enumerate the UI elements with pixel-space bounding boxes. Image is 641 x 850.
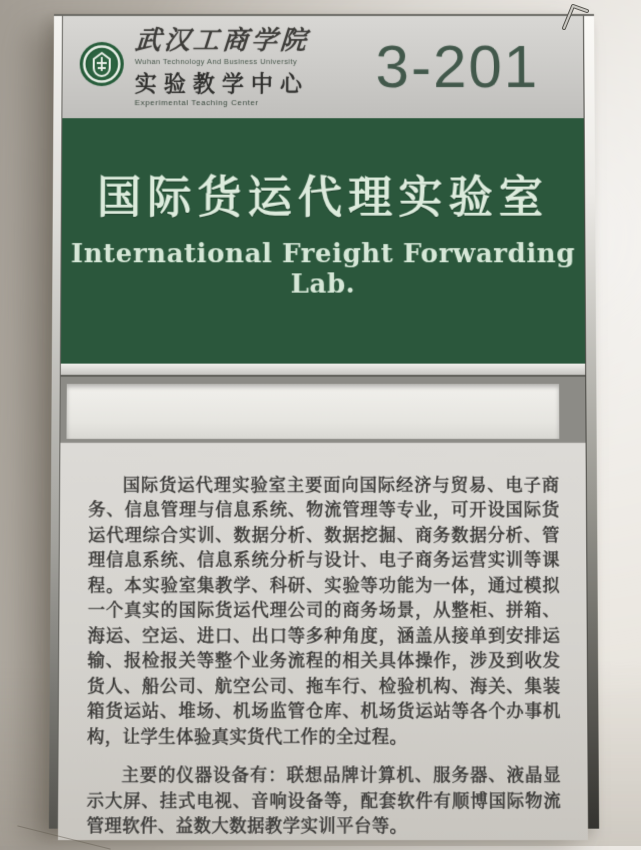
paper-slot (60, 377, 585, 442)
sign-face (58, 16, 588, 837)
university-brand (78, 27, 309, 106)
divider-strip (61, 364, 585, 377)
lab-title-zh: 国际货运代理实验室 (96, 172, 550, 224)
brand-text (135, 27, 309, 106)
description-paragraph-1: 国际货运代理实验室主要面向国际经济与贸易、电子商务、信息管理与信息系统、物流管理等专业，可开设国际货运代理综合实训、数据分析、数据挖掘、商务数据分析、管理信息系统、信息系统分析与设计、电子商务运营实训等课程。本实验室集教学、科研、实验等功能为一体，通过模拟一个真实的国际货运代理公司的商务场景，从整柜、拼箱、海运、空运、进口、出口等多种角度，涵盖从接单到安排运输、报检报关等整个业务流程的相关具体操作，涉及到收发货人、船公司、航空公司、拖车行、检验机构、海关、集装箱货运站、堆场、机场监管仓库、机场货运站等各个办事机构，让学生体验真实货代工作的全过程。 (87, 475, 561, 747)
hanging-wire-icon (560, 2, 613, 35)
university-seal-icon (79, 41, 125, 87)
university-name-en: Wuhan Technology And Business University (134, 56, 298, 66)
title-panel (61, 118, 585, 363)
blank-paper-insert (66, 384, 559, 439)
description-paragraph-2: 主要的仪器设备有：联想品牌计算机、服务器、液晶显示大屏、挂式电视、音响设备等，配套软件有顺博国际物流管理软件、益数大数据教学实训平台等。 (86, 765, 562, 837)
center-name-en: Experimental Teaching Center (134, 97, 259, 107)
university-name-zh: 武汉工商学院 (133, 25, 311, 56)
room-number: 3-201 (375, 32, 540, 101)
sign-header (62, 16, 583, 118)
center-name-zh: 实验教学中心 (134, 70, 309, 97)
description-panel (58, 442, 588, 840)
door-sign-plate (49, 14, 599, 837)
lab-title-en: International Freight Forwarding Lab. (70, 239, 576, 301)
